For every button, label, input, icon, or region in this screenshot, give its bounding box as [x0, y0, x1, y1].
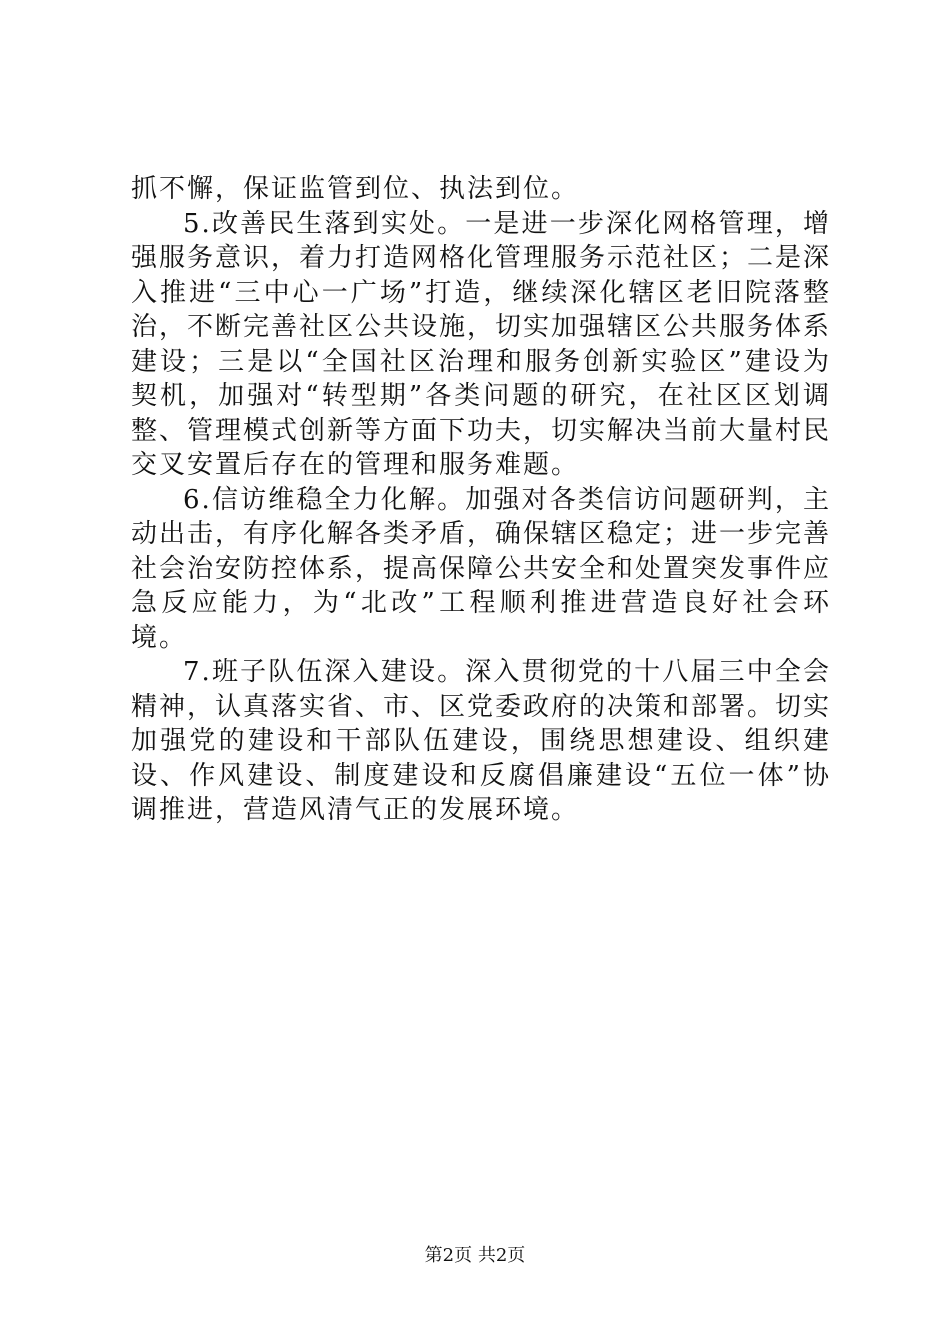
page-footer: 第2页 共2页 — [424, 1245, 526, 1266]
paragraph-continuation: 抓不懈，保证监管到位、执法到位。 — [131, 174, 580, 204]
paragraph-item-5: 5.改善民生落到实处。一是进一步深化网格管理，增强服务意识，着力打造网格化管理服务示范社区；二是深入推进“三中心一广场”打造，继续深化辖区老旧院落整治，不断完善社区公共设施，切实加强辖区公共服务体系建设；三是以“全国社区治理和服务创新实验区”建设为契机，加强对“转型期”各类问题的研究，在社区区划调整、管理模式创新等方面下功夫，切实解决当前大量村民交叉安置后存在的管理和服务难题。 — [131, 208, 832, 480]
document-body — [131, 172, 831, 828]
paragraph-item-7: 7.班子队伍深入建设。深入贯彻党的十八届三中全会精神，认真落实省、市、区党委政府的决策和部署。切实加强党的建设和干部队伍建设，围绕思想建设、组织建设、作风建设、制度建设和反腐倡廉建设“五位一体”协调推进，营造风清气正的发展环境。 — [131, 657, 832, 825]
paragraph-item-6: 6.信访维稳全力化解。加强对各类信访问题研判，主动出击，有序化解各类矛盾，确保辖区稳定；进一步完善社会治安防控体系，提高保障公共安全和处置突发事件应急反应能力，为“北改”工程顺利推进营造良好社会环境。 — [131, 484, 832, 653]
